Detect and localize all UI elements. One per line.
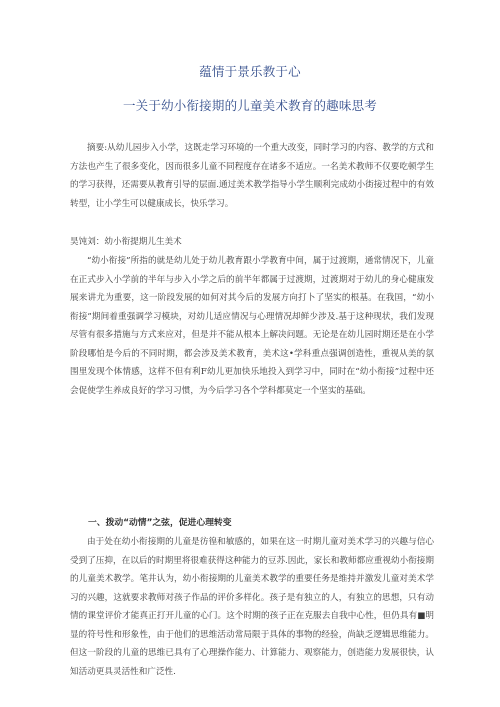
- author-keywords-line: 昊饨刘：幼小衔提期儿生美术: [70, 237, 182, 247]
- body-paragraph-2: 由于处在幼小衔接期的儿童是彷徨和敏感的，如果在这一时期儿童对美术学习的兴趣与信心受到了压抑，在以后的时期里将很难获得这种能力的豆苏.因此，家长和教师都应重视幼小衔接期的儿童美术教学。笔井认为，幼小衔接期的儿童美术教学的重要任务是维持并激发儿童对美术学习的兴趣，这就要求教师对孩子作品的评价多样化。孩子是有独立的人，有独立的思想，只有动情的课堂评价才能真正打开儿童的心门。这个时期的孩子正在克服去自我中心性，但仍具有■明显的符号性和形象性，由于他们的思维活动常局限于具体的事物的经验，尚缺乏逻辑思维能力。但这一阶段的儿童的思维已具有了心理操作能力、计算能力、观察能力，创造能力发展很快，认知活动更具灵活性和广泛性.: [70, 537, 434, 677]
- abstract-paragraph: 摘要:从幼儿园步入小学，这既走学习环境的一个重大改变，同时学习的内容、教学的方式和方法也产生了很多变化，因而很多儿童不同程度存在诸多不适应。一名美术教师不仅要吃顿学生的学习获得，还需要从教育引导的层面.通过美术教学指导小学生顺利完成幼小街接过程中的有效转型，让小学生可以健康成长，快乐学习。: [70, 143, 434, 209]
- document-subtitle: 一关于幼小衔接期的儿童美术教育的趣味思考: [122, 98, 377, 113]
- body-paragraph-1: “幼小衔接”所指的就是幼儿处于幼儿教育跟小学教育中间，属于过渡期，通常情况下，儿童在正式步入小学前的半年与步入小学之后的前半年都属于过渡期，过渡期对于幼儿的身心健康发展来讲尤为重要，这一阶段发展的如何对其今后的发展方向打卜了坚实的根基。在我国，“幼小衔接”期间着重强调学习模块，对幼儿适应情况与心理情况却鲜少涉及.基于这种现状，我们发现尽管有很多措施与方式来应对，但是并不能从根本上解决问题。无论是在幼儿园时期还是在小学阶段哪怕是今后的不同时期，都会涉及美术教育，美术这•学科重点强调创造性，重视从美的氛围里发现个体情感，这样不但有利F幼儿更加快乐地投入到学习中，同时在“幼小衔接”过程中还会促使学生养成良好的学习习惯，为今后学习各个学科都莫定一个坚实的基础。: [70, 256, 434, 396]
- section-heading-1: 一、拨动“动情”之弦，促进心理转变: [88, 518, 232, 528]
- document-title: 蕴情于景乐教于心: [199, 64, 301, 79]
